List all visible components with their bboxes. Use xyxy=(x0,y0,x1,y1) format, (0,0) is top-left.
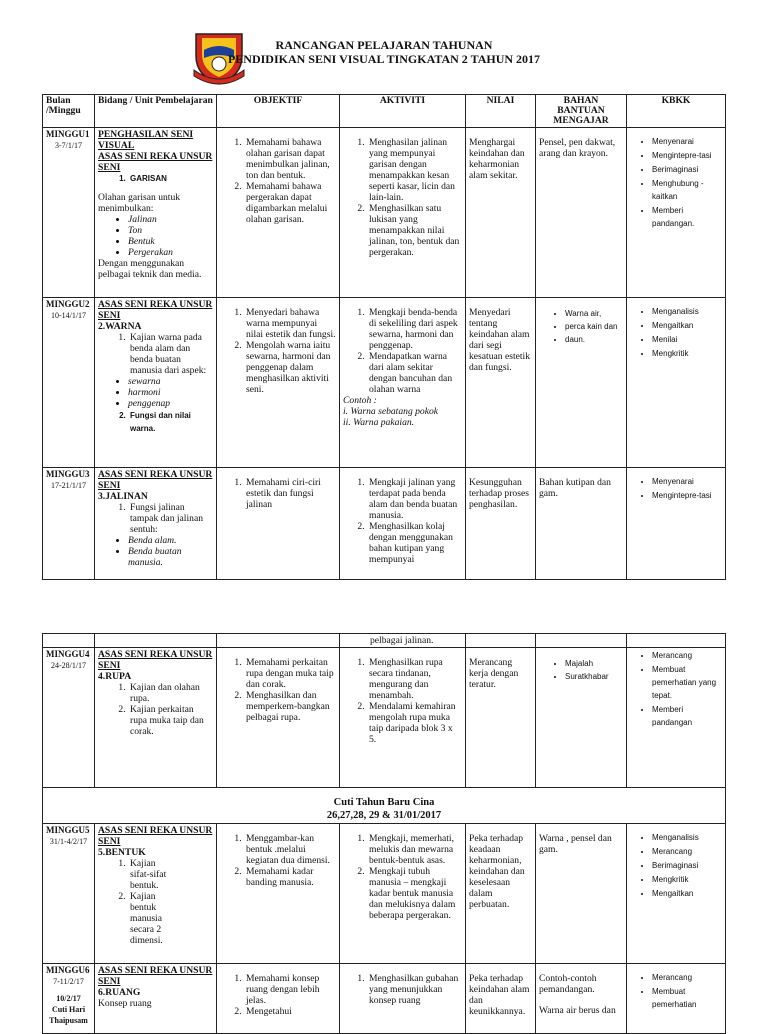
week-cell xyxy=(43,964,95,1034)
list-item: • Ton xyxy=(128,225,213,236)
objektif-cell xyxy=(217,468,340,580)
objektif-cell xyxy=(217,964,340,1034)
kbkk-cell xyxy=(627,298,726,468)
col-header-bidang: Bidang / Unit Pembelajaran xyxy=(95,95,217,128)
week-label: MINGGU2 xyxy=(46,299,90,309)
unit-title: 4.RUPA xyxy=(98,671,132,682)
table-row-week6 xyxy=(43,964,726,1034)
bidang-title: ASAS SENI REKA UNSUR SENI xyxy=(98,825,213,847)
table-header-row xyxy=(43,95,726,128)
unit-list xyxy=(98,173,213,184)
aktiviti-list xyxy=(343,833,462,921)
list-item: • Menghubung -kaitkan xyxy=(652,177,722,203)
kbkk-cell xyxy=(627,468,726,580)
list-item: • Benda alam. xyxy=(128,535,213,546)
bahan-text: Contoh-contoh pemandangan. xyxy=(539,973,597,995)
week-label: MINGGU4 xyxy=(46,649,90,659)
kbkk-cell xyxy=(627,824,726,964)
list-item: • Mengintepre-tasi xyxy=(652,489,722,502)
nilai-cell xyxy=(466,128,536,298)
bahan-cell xyxy=(536,824,627,964)
list-item: • Memberi pandangan. xyxy=(652,204,722,230)
week-date: 7-11/2/17 xyxy=(53,977,84,986)
list-item: • Mengintepre-tasi xyxy=(652,149,722,162)
aktiviti-list xyxy=(343,657,462,745)
week-date: 3-7/1/17 xyxy=(54,141,83,150)
unit-sub-list xyxy=(98,682,213,737)
bahan-cell xyxy=(536,128,627,298)
list-item: 2. Memahami kadar banding manusia. xyxy=(244,866,336,888)
contoh-item: ii. Warna pakaian. xyxy=(343,417,415,428)
list-item: 1. Menghasilkan rupa secara tindanan, mengurang dan menambah. xyxy=(367,657,462,701)
week-label: MINGGU1 xyxy=(46,129,90,139)
list-item: 2. Mengolah warna iaitu sewarna, harmoni dan penggenap dalam menghasilkan aktiviti seni. xyxy=(244,340,336,395)
contoh-label: Contoh : xyxy=(343,395,377,406)
unit-title: 1. GARISAN xyxy=(128,173,213,184)
week-date: 24-28/1/17 xyxy=(50,661,87,670)
nilai-cell xyxy=(466,298,536,468)
bidang-subtitle: ASAS SENI REKA UNSUR SENI xyxy=(98,151,213,173)
unit-sub-list-2 xyxy=(98,409,213,435)
page-title-line2: PENDIDIKAN SENI VISUAL TINGKATAN 2 TAHUN 2017 xyxy=(227,52,541,66)
page-title-line1: RANCANGAN PELAJARAN TAHUNAN xyxy=(275,38,493,52)
aktiviti-cell xyxy=(340,648,466,788)
list-item: 1. Kajian warna pada benda alam dan benda buatan manusia dari aspek: xyxy=(128,332,213,376)
week-date: 10-14/1/17 xyxy=(50,311,87,320)
week-cell xyxy=(43,824,95,964)
bidang-items xyxy=(98,376,213,409)
kbkk-list xyxy=(630,135,722,230)
bahan-text: Warna air berus dan xyxy=(539,1005,616,1016)
nilai-text: Menyedari tentang keindahan alam dari segi kesatuan estetik dan fungsi. xyxy=(469,307,531,373)
list-item: 2. Menghasilkan satu lukisan yang menampakkan nilai jalinan, ton, bentuk dan pergerakan. xyxy=(367,203,462,258)
table-row-week1 xyxy=(43,128,726,298)
list-item: • Membuat pemerhatian xyxy=(652,985,722,1011)
bidang-cell xyxy=(95,468,217,580)
holiday-cell xyxy=(43,788,726,824)
kbkk-cell xyxy=(627,964,726,1034)
aktiviti-cell xyxy=(340,634,466,648)
objektif-list xyxy=(220,477,336,510)
list-item: • Membuat pemerhatian yang tepat. xyxy=(652,663,722,702)
note-date: 10/2/17 xyxy=(56,994,81,1003)
week-cell xyxy=(43,128,95,298)
unit-sub-list xyxy=(98,858,213,946)
bidang-cell xyxy=(95,128,217,298)
nilai-cell xyxy=(466,964,536,1034)
week-cell xyxy=(43,648,95,788)
bidang-cell xyxy=(95,964,217,1034)
nilai-text: Peka terhadap keindahan alam dan keunikkannya. xyxy=(469,973,530,1017)
bidang-title: ASAS SENI REKA UNSUR SENI xyxy=(98,469,213,491)
week-date: 17-21/1/17 xyxy=(50,481,87,490)
list-item: 1. Kajian dan olahan rupa. xyxy=(128,682,213,704)
list-item: • Berimaginasi xyxy=(652,859,722,872)
list-item: 2. Mengkaji tubuh manusia – mengkaji kadar bentuk manusia dan melukisnya dalam beberapa pergerakan. xyxy=(367,866,462,921)
list-item: • Pergerakan xyxy=(128,247,213,258)
list-item: 2. Memahami bahawa pergerakan dapat digambarkan melalui olahan garisan. xyxy=(244,181,336,225)
bidang-title: ASAS SENI REKA UNSUR SENI xyxy=(98,965,213,987)
list-item: 1. Mengkaji, memerhati, melukis dan mewarna bentuk-bentuk asas. xyxy=(367,833,462,866)
bidang-cell xyxy=(95,298,217,468)
table-row-continuation xyxy=(43,634,726,648)
list-item: • perca kain dan xyxy=(565,320,623,333)
unit-sub-list xyxy=(98,502,213,535)
list-item: • Suratkhabar xyxy=(565,670,623,683)
bahan-list xyxy=(539,307,623,346)
unit-title: 3.JALINAN xyxy=(98,491,148,502)
aktiviti-cell xyxy=(340,824,466,964)
list-item: • Merancang xyxy=(652,649,722,662)
list-item: 1. Memahami bahawa olahan garisan dapat menimbulkan jalinan, ton dan bentuk. xyxy=(244,137,336,181)
nilai-text: Menghargai keindahan dan keharmonian alam sekitar. xyxy=(469,137,525,181)
col-header-objektif: OBJEKTIF xyxy=(217,95,340,128)
list-item: • Mengkritik xyxy=(652,873,722,886)
objektif-list xyxy=(220,137,336,225)
aktiviti-list xyxy=(343,307,462,395)
aktiviti-continuation: pelbagai jalinan. xyxy=(370,635,434,646)
nilai-text: Merancang kerja dengan teratur. xyxy=(469,657,519,690)
table-row-week5 xyxy=(43,824,726,964)
kbkk-cell xyxy=(627,128,726,298)
table-row-week2 xyxy=(43,298,726,468)
bahan-cell xyxy=(536,468,627,580)
plan-table-top xyxy=(42,94,726,580)
bahan-text: Pensel, pen dakwat, arang dan krayon. xyxy=(539,137,616,159)
list-item: • Mengaitkan xyxy=(652,887,722,900)
kbkk-cell xyxy=(627,648,726,788)
week-cell xyxy=(43,298,95,468)
objektif-cell xyxy=(217,648,340,788)
list-item: 1. Menghasilkan gubahan yang menunjukkan konsep ruang xyxy=(367,973,462,1006)
holiday-dates: 26,27,28, 29 & 31/01/2017 xyxy=(326,810,442,821)
note-text: Thaipusam xyxy=(49,1016,88,1025)
aktiviti-list xyxy=(343,973,462,1006)
bidang-title: PENGHASILAN SENI VISUAL xyxy=(98,129,194,151)
kbkk-list xyxy=(630,475,722,502)
list-item: • Memberi pandangan xyxy=(652,703,722,729)
list-item: • Mengkritik xyxy=(652,347,722,360)
bidang-items xyxy=(98,535,213,568)
aktiviti-list xyxy=(343,477,462,565)
list-item: • daun. xyxy=(565,333,623,346)
list-item: • penggenap xyxy=(128,398,213,409)
week-cell xyxy=(43,468,95,580)
col-header-nilai: NILAI xyxy=(466,95,536,128)
list-item: • Menilai xyxy=(652,333,722,346)
bahan-cell xyxy=(536,964,627,1034)
holiday-row xyxy=(43,788,726,824)
objektif-list xyxy=(220,973,336,1017)
unit-title: 5.BENTUK xyxy=(98,847,146,858)
unit-title: 2.WARNA xyxy=(98,321,142,332)
bidang-intro: Olahan garisan untuk menimbulkan: xyxy=(98,192,181,214)
plan-table-bottom xyxy=(42,633,726,1034)
aktiviti-list xyxy=(343,137,462,258)
list-item: • Menyenarai xyxy=(652,135,722,148)
unit-sub-list xyxy=(98,332,213,376)
table-row-week4 xyxy=(43,648,726,788)
list-item: • Mengaitkan xyxy=(652,319,722,332)
bidang-title: ASAS SENI REKA UNSUR SENI xyxy=(98,299,213,321)
list-item: 1. Menghasilan jalinan yang mempunyai garisan dengan menampakkan kesan seperti kasar, licin dan lain-lain. xyxy=(367,137,462,203)
week-label: MINGGU5 xyxy=(46,825,90,835)
list-item: 1. Memahami perkaitan rupa dengan muka taip dan corak. xyxy=(244,657,336,690)
list-item: 2. Mendalami kemahiran mengolah rupa muka taip daripada blok 3 x 5. xyxy=(367,701,462,745)
nilai-text: Peka terhadap keadaan keharmonian, keindahan dan keselesaan dalam perbuatan. xyxy=(469,833,525,910)
table-row-week3 xyxy=(43,468,726,580)
objektif-list xyxy=(220,657,336,723)
list-item: • Bentuk xyxy=(128,236,213,247)
bahan-cell xyxy=(536,298,627,468)
bidang-cell xyxy=(95,824,217,964)
bidang-sub: Konsep ruang xyxy=(98,998,152,1009)
bidang-cell xyxy=(95,648,217,788)
list-item: 2. Mengetahui xyxy=(244,1006,336,1017)
bidang-outro: Dengan menggunakan pelbagai teknik dan media. xyxy=(98,258,202,280)
col-header-aktiviti: AKTIVITI xyxy=(340,95,466,128)
bidang-title: ASAS SENI REKA UNSUR SENI xyxy=(98,649,213,671)
note-text: Cuti Hari xyxy=(51,1005,86,1014)
bahan-list xyxy=(539,657,623,683)
list-item: 2. Menghasilkan dan memperkem-bangkan pelbagai rupa. xyxy=(244,690,336,723)
list-item: • Jalinan xyxy=(128,214,213,225)
list-item: 2. Mendapatkan warna dari alam sekitar dengan bancuhan dan olahan warna xyxy=(367,351,462,395)
aktiviti-cell xyxy=(340,468,466,580)
kbkk-list xyxy=(630,649,722,729)
list-item: 1. Mengkaji benda-benda di sekeliling dari aspek sewarna, harmoni dan penggenap. xyxy=(367,307,462,351)
list-item: • Merancang xyxy=(652,845,722,858)
list-item: • Warna air, xyxy=(565,307,623,320)
objektif-cell xyxy=(217,298,340,468)
list-item: 1. Memahami ciri-ciri estetik dan fungsi jalinan xyxy=(244,477,336,510)
nilai-cell xyxy=(466,468,536,580)
list-item: • Benda buatan manusia. xyxy=(128,546,213,568)
holiday-title: Cuti Tahun Baru Cina xyxy=(333,797,435,808)
aktiviti-cell xyxy=(340,128,466,298)
list-item: • Menganalisis xyxy=(652,831,722,844)
col-header-bulan: Bulan /Minggu xyxy=(43,95,95,128)
list-item: 1. Menggambar-kan bentuk .melalui kegiatan dua dimensi. xyxy=(244,833,336,866)
list-item: • sewarna xyxy=(128,376,213,387)
kbkk-list xyxy=(630,831,722,900)
kbkk-list xyxy=(630,971,722,1011)
col-header-kbkk: KBKK xyxy=(627,95,726,128)
list-item: • Berimaginasi xyxy=(652,163,722,176)
contoh-item: i. Warna sebatang pokok xyxy=(343,406,439,417)
objektif-cell xyxy=(217,824,340,964)
list-item: 2. Menghasilkan kolaj dengan menggunakan bahan kutipan yang mempunyai xyxy=(367,521,462,565)
bidang-items xyxy=(98,214,213,258)
objektif-list xyxy=(220,307,336,395)
list-item: 1. Menyedari bahawa warna mempunyai nilai estetik dan fungsi. xyxy=(244,307,336,340)
week-date: 31/1-4/2/17 xyxy=(49,837,88,846)
list-item: 1. Mengkaji jalinan yang terdapat pada benda alam dan benda buatan manusia. xyxy=(367,477,462,521)
kbkk-list xyxy=(630,305,722,360)
bahan-text: Warna , pensel dan gam. xyxy=(539,833,612,855)
list-item: • Menyenarai xyxy=(652,475,722,488)
bahan-cell xyxy=(536,648,627,788)
col-header-bahan: BAHAN BANTUAN MENGAJAR xyxy=(536,95,627,128)
list-item: • Merancang xyxy=(652,971,722,984)
list-item: 2. Kajian bentuk manusia secara 2 dimensi. xyxy=(128,891,173,946)
list-item: 2. Kajian perkaitan rupa muka taip dan corak. xyxy=(128,704,213,737)
nilai-text: Kesungguhan terhadap proses penghasilan. xyxy=(469,477,529,510)
list-item: • Menganalisis xyxy=(652,305,722,318)
list-item: • Majalah xyxy=(565,657,623,670)
list-item: 1. Fungsi jalinan tampak dan jalinan sentuh: xyxy=(128,502,213,535)
list-item: 1. Memahami konsep ruang dengan lebih jelas. xyxy=(244,973,336,1006)
list-item: 1. Kajian sifat-sifat bentuk. xyxy=(128,858,173,891)
aktiviti-cell xyxy=(340,298,466,468)
week-label: MINGGU6 xyxy=(46,965,90,975)
bahan-text: Bahan kutipan dan gam. xyxy=(539,477,611,499)
unit-title: 6.RUANG xyxy=(98,987,141,998)
objektif-cell xyxy=(217,128,340,298)
nilai-cell xyxy=(466,648,536,788)
aktiviti-cell xyxy=(340,964,466,1034)
objektif-list xyxy=(220,833,336,888)
list-item: • harmoni xyxy=(128,387,213,398)
nilai-cell xyxy=(466,824,536,964)
week-label: MINGGU3 xyxy=(46,469,90,479)
list-item: 2. Fungsi dan nilai warna. xyxy=(128,409,213,435)
